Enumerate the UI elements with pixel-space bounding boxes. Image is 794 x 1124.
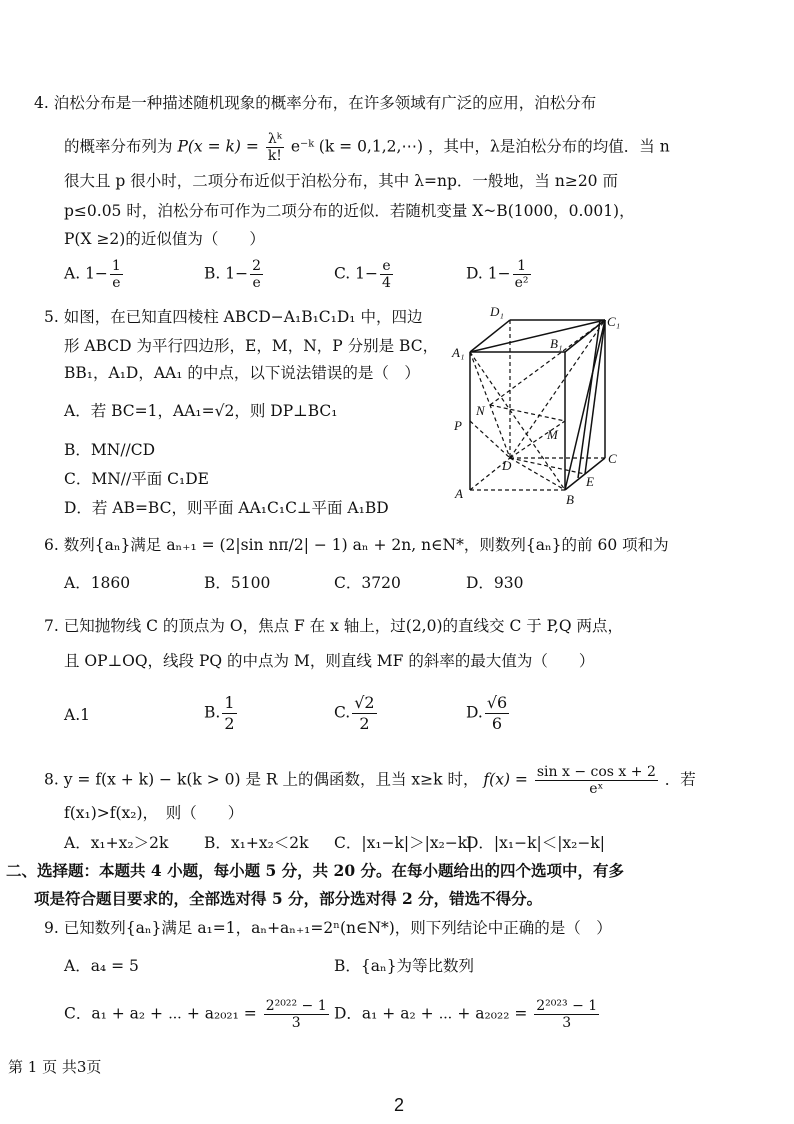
q4-formula-fraction <box>266 131 284 164</box>
q4-line2-post: ，其中，λ是泊松分布的均值．当 n <box>427 137 670 156</box>
q4-line3: 很大且 p 很小时，二项分布近似于泊松分布，其中 λ=np．一般地，当 n≥20 而 <box>64 172 618 190</box>
q5-option-c[interactable]: C．MN//平面 C₁DE <box>64 470 209 488</box>
q4-option-d[interactable]: D. 1− $\frac{1}{\text{e²}}$ <box>466 258 529 291</box>
q7-option-b[interactable]: B. $\frac{1}{2}$ <box>204 693 235 733</box>
q7-line1: 7. 已知抛物线 C 的顶点为 O，焦点 F 在 x 轴上，过(2,0)的直线交 C 于 P,Q 两点， <box>44 617 624 635</box>
q9-line1: 9. 已知数列{aₙ}满足 a₁=1，aₙ+aₙ₊₁=2ⁿ(n∈N*)，则下列结论中正确的是（ ） <box>44 919 612 937</box>
label-c: C <box>608 451 617 466</box>
q4-formula-lhs: P(x = k) = <box>177 137 259 156</box>
q4-line4: p≤0.05 时，泊松分布可作为二项分布的近似．若随机变量 X~B(1000，0.001)， <box>64 202 635 220</box>
label-c1: C₁ <box>607 314 621 329</box>
q6-option-c[interactable]: C．3720 <box>334 574 401 592</box>
q8-option-d[interactable]: D．|x₁−k|＜|x₂−k| <box>466 834 605 852</box>
edge-a1-b <box>470 352 565 490</box>
q5-option-a[interactable]: A．若 BC=1，AA₁=√2，则 DP⊥BC₁ <box>64 402 338 420</box>
label-b1: B₁ <box>550 336 563 351</box>
q6-option-a[interactable]: A．1860 <box>64 574 131 592</box>
q4-option-b[interactable]: B. 1− $\frac{2}{e}$ <box>204 258 262 291</box>
edge-p-d <box>470 421 510 458</box>
q6-line1: 6. 数列{aₙ}满足 aₙ₊₁ = (2|sin nπ/2| − 1) aₙ + 2n, n∈N*，则数列{aₙ}的前 60 项和为 <box>44 536 669 554</box>
q8-line2: f(x₁)>f(x₂)， 则（ ） <box>64 804 244 822</box>
q7-option-a[interactable]: A.1 <box>64 706 90 724</box>
q4-line2 <box>64 131 670 164</box>
edge-d-b <box>510 458 565 490</box>
q8-option-b[interactable]: B．x₁+x₂＜2k <box>204 834 309 852</box>
page-number: 2 <box>394 1095 405 1115</box>
prism-figure <box>450 300 640 510</box>
edge-n-m <box>490 405 565 421</box>
label-e: E <box>586 474 594 489</box>
q8-fraction: $\frac{\text{sin x − cos x + 2}}{\text{eˣ}}$ <box>536 764 656 797</box>
page-footer: 第 1 页 共3页 <box>8 1058 102 1076</box>
section2-line1: 二、选择题：本题共 4 小题，每小题 5 分，共 20 分。在每小题给出的四个选项中，有多 <box>6 861 625 880</box>
label-b: B <box>566 492 574 507</box>
label-p: P <box>454 418 462 433</box>
edge-c1-e2 <box>578 320 600 478</box>
label-a1: A₁ <box>452 345 465 360</box>
label-n: N <box>476 403 485 418</box>
edge-c1-e <box>585 320 605 474</box>
label-d: D <box>502 458 512 473</box>
q8-line1: 8. y = f(x + k) − k(k > 0) 是 R 上的偶函数，且当 x≥k 时， f(x) = $\frac{\text{sin x − cos x + 2}}{\text{eˣ}}$ ．若 <box>44 764 696 797</box>
q4-line2-pre: 的概率分布列为 <box>64 137 173 156</box>
label-a: A <box>455 486 463 501</box>
q5-option-b[interactable]: B．MN//CD <box>64 441 156 459</box>
q5-line1: 5. 如图，在已知直四棱柱 ABCD−A₁B₁C₁D₁ 中，四边 <box>44 308 423 326</box>
q4-line1: 4. 泊松分布是一种描述随机现象的概率分布，在许多领域有广泛的应用，泊松分布 <box>34 94 597 112</box>
q4-formula-rhs: e⁻ᵏ (k = 0,1,2,⋯) <box>290 137 423 156</box>
q8-option-a[interactable]: A．x₁+x₂＞2k <box>64 834 169 852</box>
section2-line2: 项是符合题目要求的，全部选对得 5 分，部分选对得 2 分，错选不得分。 <box>34 889 543 908</box>
q8-option-c[interactable]: C．|x₁−k|＞|x₂−k| <box>334 834 473 852</box>
q9-option-a[interactable]: A．a₄ = 5 <box>64 957 139 975</box>
q5-line2: 形 ABCD 为平行四边形，E，M，N，P 分别是 BC， <box>64 337 439 355</box>
q9-option-c[interactable]: C．a₁ + a₂ + ⋯ + a₂₀₂₁ = $\frac{\text{2²⁰²² − 1}}{3}$ <box>64 998 327 1031</box>
q5-option-d[interactable]: D．若 AB=BC，则平面 AA₁C₁C⊥平面 A₁BD <box>64 499 389 517</box>
label-d1: D₁ <box>490 304 504 319</box>
q4-formula-num: λᵏ <box>266 131 284 148</box>
q6-option-b[interactable]: B．5100 <box>204 574 271 592</box>
q7-option-d[interactable]: D. $\frac{√6}{6}$ <box>466 693 508 733</box>
q4-option-c[interactable]: C. 1− $\frac{e}{4}$ <box>334 258 391 291</box>
q9-option-d[interactable]: D．a₁ + a₂ + ⋯ + a₂₀₂₂ = $\frac{\text{2²⁰²³ − 1}}{3}$ <box>334 998 598 1031</box>
edge-d-e <box>510 458 585 474</box>
q7-option-c[interactable]: C. $\frac{√2}{2}$ <box>334 693 375 733</box>
q6-option-d[interactable]: D．930 <box>466 574 524 592</box>
q4-line5: P(X ≥2)的近似值为（ ） <box>64 230 265 248</box>
q9-option-b[interactable]: B．{aₙ}为等比数列 <box>334 957 475 975</box>
q4-formula-den: k! <box>267 148 282 164</box>
q4-option-a[interactable]: A. 1− $\frac{1}{e}$ <box>64 258 121 291</box>
q7-line2: 且 OP⊥OQ，线段 PQ 的中点为 M，则直线 MF 的斜率的最大值为（ ） <box>64 652 595 670</box>
q5-line3: BB₁，A₁D，AA₁ 的中点，以下说法错误的是（ ） <box>64 364 420 382</box>
label-m: M <box>547 427 558 442</box>
